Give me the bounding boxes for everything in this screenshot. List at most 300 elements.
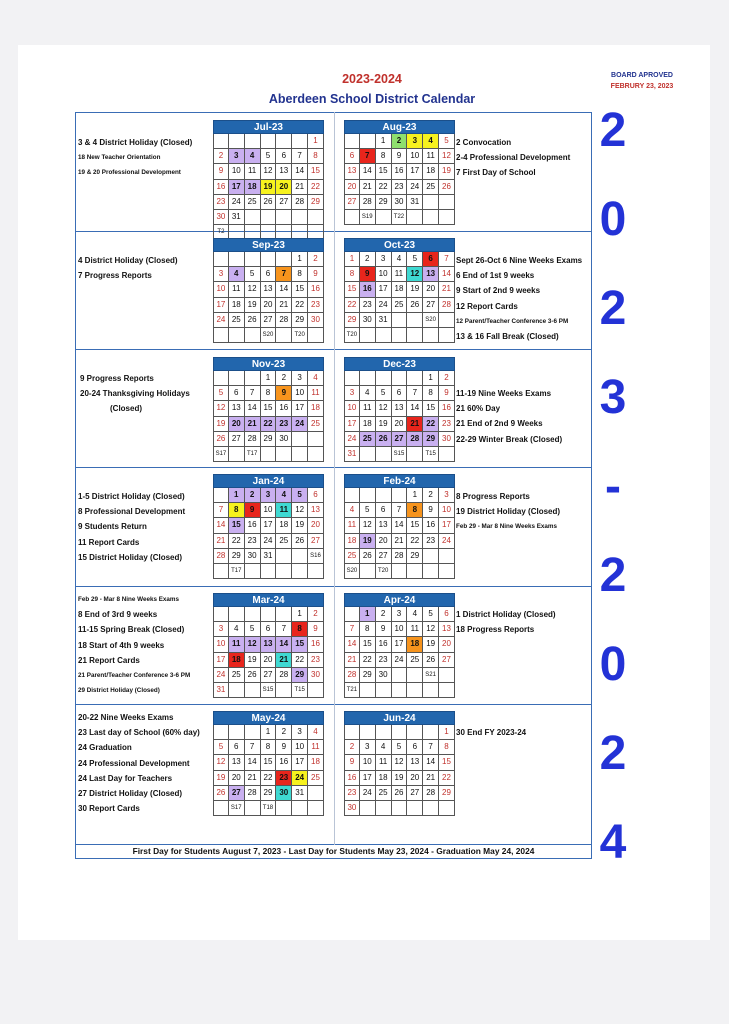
day-cell: 25 (229, 313, 245, 328)
day-cell: 12 (407, 267, 423, 282)
day-cell: 1 (407, 488, 423, 503)
day-cell: 19 (245, 653, 261, 668)
day-cell: 25 (360, 432, 376, 447)
day-cell: 2 (360, 252, 376, 267)
empty-cell (261, 564, 277, 579)
empty-cell (245, 328, 261, 343)
empty-cell (276, 134, 292, 149)
day-cell: 20 (229, 417, 245, 432)
empty-cell (229, 252, 245, 267)
empty-cell (276, 564, 292, 579)
day-cell: 12 (213, 401, 229, 416)
day-cell: 2 (245, 488, 261, 503)
empty-cell (439, 683, 455, 698)
month-calendar (213, 357, 324, 462)
day-cell: 6 (392, 386, 408, 401)
day-cell: 14 (276, 282, 292, 297)
day-cell: 18 (229, 653, 245, 668)
day-cell: 7 (344, 622, 360, 637)
month-grid (344, 607, 455, 698)
day-cell: 18 (344, 534, 360, 549)
day-cell: 1 (261, 371, 277, 386)
event-note: 21 Parent/Teacher Conference 3-6 PM (78, 672, 191, 679)
count-cell: S20 (261, 328, 277, 343)
day-cell: 23 (276, 771, 292, 786)
day-cell: 17 (376, 282, 392, 297)
empty-cell (407, 447, 423, 462)
empty-cell (407, 725, 423, 740)
month-calendar (344, 593, 455, 698)
month-header: May-24 (213, 711, 324, 725)
day-cell: 27 (407, 786, 423, 801)
day-cell: 23 (245, 534, 261, 549)
day-cell: 29 (292, 313, 308, 328)
day-cell: 25 (376, 786, 392, 801)
month-grid (213, 134, 324, 240)
event-note: 12 Report Cards (456, 301, 518, 311)
day-cell: 6 (423, 252, 439, 267)
day-cell: 1 (292, 252, 308, 267)
day-cell: 28 (245, 432, 261, 447)
day-cell: 23 (213, 195, 229, 210)
day-cell: 18 (407, 637, 423, 652)
day-cell: 14 (392, 518, 408, 533)
event-note: 20-22 Nine Weeks Exams (78, 713, 174, 722)
day-cell: 17 (439, 518, 455, 533)
day-cell: 29 (439, 786, 455, 801)
day-cell: 20 (407, 771, 423, 786)
day-cell: 12 (292, 503, 308, 518)
day-cell: 18 (229, 298, 245, 313)
empty-cell (360, 801, 376, 816)
day-cell: 4 (308, 725, 324, 740)
day-cell: 6 (376, 503, 392, 518)
day-cell: 16 (439, 401, 455, 416)
count-cell: S20 (344, 564, 360, 579)
day-cell: 27 (261, 313, 277, 328)
empty-cell (245, 725, 261, 740)
day-cell: 23 (360, 298, 376, 313)
day-cell: 8 (423, 386, 439, 401)
day-cell: 16 (276, 755, 292, 770)
day-cell: 29 (261, 432, 277, 447)
day-cell: 31 (213, 683, 229, 698)
day-cell: 24 (213, 313, 229, 328)
day-cell: 7 (276, 267, 292, 282)
day-cell: 5 (376, 386, 392, 401)
day-cell: 24 (376, 298, 392, 313)
empty-cell (407, 564, 423, 579)
day-cell: 22 (308, 180, 324, 195)
day-cell: 19 (392, 771, 408, 786)
month-calendar (344, 711, 455, 816)
event-note: 8 End of 3rd 9 weeks (78, 610, 158, 620)
empty-cell (229, 134, 245, 149)
empty-cell (308, 328, 324, 343)
empty-cell (292, 564, 308, 579)
day-cell: 1 (292, 607, 308, 622)
day-cell: 20 (276, 180, 292, 195)
empty-cell (308, 801, 324, 816)
day-cell: 17 (213, 653, 229, 668)
empty-cell (439, 195, 455, 210)
count-cell: S16 (308, 549, 324, 564)
day-cell: 15 (292, 637, 308, 652)
day-cell: 17 (407, 164, 423, 179)
day-cell: 31 (407, 195, 423, 210)
day-cell: 28 (392, 549, 408, 564)
day-cell: 19 (407, 282, 423, 297)
day-cell: 17 (292, 401, 308, 416)
event-note: 18 Start of 4th 9 weeks (78, 640, 165, 650)
day-cell: 11 (308, 386, 324, 401)
day-cell: 8 (376, 149, 392, 164)
empty-cell (392, 683, 408, 698)
month-grid (344, 488, 455, 579)
day-cell: 22 (407, 534, 423, 549)
day-cell: 19 (261, 180, 277, 195)
event-note: 11-19 Nine Weeks Exams (456, 389, 552, 398)
day-cell: 27 (308, 534, 324, 549)
day-cell: 2 (376, 607, 392, 622)
day-cell: 25 (423, 180, 439, 195)
day-cell: 26 (360, 549, 376, 564)
day-cell: 8 (292, 622, 308, 637)
day-cell: 11 (344, 518, 360, 533)
day-cell: 20 (439, 637, 455, 652)
day-cell: 9 (276, 740, 292, 755)
empty-cell (392, 488, 408, 503)
event-note: 7 First Day of School (456, 168, 536, 178)
day-cell: 9 (376, 622, 392, 637)
event-note: 24 Last Day for Teachers (78, 773, 173, 783)
empty-cell (261, 447, 277, 462)
month-header: Dec-23 (344, 357, 455, 371)
column-divider (334, 112, 335, 845)
day-cell: 10 (376, 267, 392, 282)
count-cell: T18 (261, 801, 277, 816)
empty-cell (261, 252, 277, 267)
day-cell: 23 (308, 653, 324, 668)
count-cell: T17 (229, 564, 245, 579)
count-cell: T20 (292, 328, 308, 343)
month-calendar (344, 357, 455, 462)
day-cell: 5 (261, 149, 277, 164)
day-cell: 6 (308, 488, 324, 503)
event-note: 18 Progress Reports (456, 625, 535, 635)
year-glyph: 0 (599, 638, 627, 691)
year-glyph: 4 (599, 816, 627, 869)
day-cell: 4 (360, 386, 376, 401)
day-cell: 10 (292, 386, 308, 401)
day-cell: 20 (261, 298, 277, 313)
event-note: 18 New Teacher Orientation (78, 154, 161, 162)
day-cell: 28 (276, 313, 292, 328)
empty-cell (229, 725, 245, 740)
empty-cell (360, 447, 376, 462)
day-cell: 21 (360, 180, 376, 195)
day-cell: 29 (376, 195, 392, 210)
event-note: 11-15 Spring Break (Closed) (78, 625, 185, 635)
day-cell: 26 (213, 786, 229, 801)
day-cell: 15 (360, 637, 376, 652)
year-glyph: 2 (599, 282, 627, 335)
day-cell: 28 (245, 786, 261, 801)
day-cell: 8 (229, 503, 245, 518)
day-cell: 7 (407, 386, 423, 401)
day-cell: 30 (439, 432, 455, 447)
day-cell: 30 (308, 668, 324, 683)
count-cell: T21 (344, 683, 360, 698)
day-cell: 22 (261, 771, 277, 786)
day-cell: 30 (213, 210, 229, 225)
day-cell: 20 (423, 282, 439, 297)
day-cell: 20 (392, 417, 408, 432)
event-note: Feb 29 - Mar 8 Nine Weeks Exams (78, 596, 180, 603)
empty-cell (245, 134, 261, 149)
day-cell: 24 (261, 534, 277, 549)
event-note: 23 Last day of School (60% day) (78, 728, 200, 738)
event-note: 12 Parent/Teacher Conference 3-6 PM (456, 317, 569, 325)
day-cell: 11 (423, 149, 439, 164)
day-cell: 13 (439, 622, 455, 637)
empty-cell (276, 210, 292, 225)
month-header: Oct-23 (344, 238, 455, 252)
empty-cell (245, 801, 261, 816)
day-cell: 7 (360, 149, 376, 164)
empty-cell (376, 488, 392, 503)
event-note: 15 District Holiday (Closed) (78, 552, 183, 562)
empty-cell (407, 668, 423, 683)
event-note: 21 Report Cards (78, 655, 140, 665)
day-cell: 13 (261, 637, 277, 652)
day-cell: 22 (360, 653, 376, 668)
empty-cell (308, 786, 324, 801)
day-cell: 15 (439, 755, 455, 770)
day-cell: 9 (276, 386, 292, 401)
day-cell: 16 (308, 637, 324, 652)
day-cell: 14 (360, 164, 376, 179)
day-cell: 26 (245, 313, 261, 328)
empty-cell (376, 328, 392, 343)
count-cell: S21 (423, 668, 439, 683)
day-cell: 9 (308, 622, 324, 637)
empty-cell (292, 801, 308, 816)
day-cell: 29 (261, 786, 277, 801)
day-cell: 3 (439, 488, 455, 503)
event-note: (Closed) (110, 404, 142, 414)
empty-cell (376, 371, 392, 386)
month-calendar (344, 238, 455, 343)
day-cell: 29 (407, 549, 423, 564)
page-title: Aberdeen School District Calendar (268, 92, 476, 106)
day-cell: 21 (245, 771, 261, 786)
day-cell: 11 (376, 755, 392, 770)
day-cell: 18 (392, 282, 408, 297)
day-cell: 11 (229, 637, 245, 652)
day-cell: 30 (245, 549, 261, 564)
count-cell: T15 (423, 447, 439, 462)
event-note: 9 Start of 2nd 9 weeks (456, 286, 541, 296)
day-cell: 1 (261, 725, 277, 740)
day-cell: 29 (360, 668, 376, 683)
empty-cell (439, 801, 455, 816)
day-cell: 3 (344, 386, 360, 401)
day-cell: 17 (392, 637, 408, 652)
empty-cell (423, 725, 439, 740)
day-cell: 9 (423, 503, 439, 518)
day-cell: 10 (292, 740, 308, 755)
day-cell: 7 (292, 149, 308, 164)
month-header: Feb-24 (344, 474, 455, 488)
day-cell: 12 (423, 622, 439, 637)
empty-cell (245, 683, 261, 698)
event-note: 8 Professional Development (78, 507, 186, 517)
empty-cell (360, 488, 376, 503)
empty-cell (439, 668, 455, 683)
day-cell: 6 (261, 622, 277, 637)
day-cell: 22 (292, 298, 308, 313)
empty-cell (439, 549, 455, 564)
day-cell: 21 (245, 417, 261, 432)
day-cell: 7 (423, 740, 439, 755)
day-cell: 30 (276, 432, 292, 447)
day-cell: 6 (407, 740, 423, 755)
day-cell: 11 (229, 282, 245, 297)
day-cell: 12 (360, 518, 376, 533)
day-cell: 18 (423, 164, 439, 179)
day-cell: 19 (213, 417, 229, 432)
day-cell: 10 (360, 755, 376, 770)
empty-cell (360, 328, 376, 343)
day-cell: 3 (292, 725, 308, 740)
event-note: 2-4 Professional Development (456, 153, 571, 163)
day-cell: 11 (276, 503, 292, 518)
empty-cell (407, 210, 423, 225)
day-cell: 11 (407, 622, 423, 637)
month-header: Jul-23 (213, 120, 324, 134)
day-cell: 14 (439, 267, 455, 282)
day-cell: 6 (261, 267, 277, 282)
day-cell: 12 (439, 149, 455, 164)
day-cell: 8 (344, 267, 360, 282)
count-cell: S19 (360, 210, 376, 225)
day-cell: 13 (261, 282, 277, 297)
day-cell: 20 (344, 180, 360, 195)
day-cell: 6 (344, 149, 360, 164)
empty-cell (376, 683, 392, 698)
approval-line-1: BOARD APROVED (611, 72, 673, 79)
day-cell: 8 (360, 622, 376, 637)
empty-cell (344, 488, 360, 503)
day-cell: 28 (276, 668, 292, 683)
day-cell: 29 (344, 313, 360, 328)
day-cell: 10 (439, 503, 455, 518)
month-header: Apr-24 (344, 593, 455, 607)
day-cell: 21 (423, 771, 439, 786)
empty-cell (407, 371, 423, 386)
empty-cell (213, 725, 229, 740)
day-cell: 19 (360, 534, 376, 549)
day-cell: 29 (423, 432, 439, 447)
empty-cell (407, 313, 423, 328)
day-cell: 5 (292, 488, 308, 503)
empty-cell (292, 134, 308, 149)
day-cell: 1 (423, 371, 439, 386)
day-cell: 4 (229, 267, 245, 282)
day-cell: 14 (276, 637, 292, 652)
empty-cell (376, 725, 392, 740)
day-cell: 7 (213, 503, 229, 518)
event-note: 20-24 Thanksgiving Holidays (80, 389, 190, 399)
empty-cell (360, 371, 376, 386)
day-cell: 27 (229, 786, 245, 801)
day-cell: 2 (392, 134, 408, 149)
day-cell: 17 (229, 180, 245, 195)
empty-cell (276, 447, 292, 462)
empty-cell (229, 447, 245, 462)
day-cell: 10 (229, 164, 245, 179)
month-grid (213, 725, 324, 816)
day-cell: 10 (213, 637, 229, 652)
day-cell: 23 (276, 417, 292, 432)
day-cell: 18 (360, 417, 376, 432)
empty-cell (423, 328, 439, 343)
day-cell: 25 (229, 668, 245, 683)
empty-cell (276, 801, 292, 816)
day-cell: 18 (376, 771, 392, 786)
day-cell: 15 (407, 518, 423, 533)
day-cell: 8 (261, 740, 277, 755)
day-cell: 27 (229, 432, 245, 447)
event-note: 19 & 20 Professional Development (78, 169, 181, 177)
empty-cell (423, 801, 439, 816)
day-cell: 28 (292, 195, 308, 210)
day-cell: 23 (423, 534, 439, 549)
day-cell: 25 (308, 417, 324, 432)
day-cell: 25 (407, 653, 423, 668)
day-cell: 31 (261, 549, 277, 564)
empty-cell (213, 252, 229, 267)
day-cell: 9 (245, 503, 261, 518)
empty-cell (392, 328, 408, 343)
day-cell: 19 (376, 417, 392, 432)
day-cell: 9 (308, 267, 324, 282)
day-cell: 5 (245, 622, 261, 637)
day-cell: 19 (439, 164, 455, 179)
event-note: 21 End of 2nd 9 Weeks (456, 419, 543, 429)
day-cell: 24 (392, 653, 408, 668)
event-note: Sept 26-Oct 6 Nine Weeks Exams (456, 256, 583, 265)
day-cell: 3 (392, 607, 408, 622)
day-cell: 22 (229, 534, 245, 549)
empty-cell (276, 252, 292, 267)
day-cell: 30 (276, 786, 292, 801)
event-note: 19 District Holiday (Closed) (456, 507, 561, 517)
day-cell: 22 (423, 417, 439, 432)
month-header: Nov-23 (213, 357, 324, 371)
day-cell: 19 (423, 637, 439, 652)
day-cell: 2 (308, 607, 324, 622)
empty-cell (261, 607, 277, 622)
day-cell: 24 (292, 417, 308, 432)
empty-cell (439, 564, 455, 579)
day-cell: 13 (276, 164, 292, 179)
day-cell: 7 (245, 386, 261, 401)
day-cell: 20 (229, 771, 245, 786)
empty-cell (344, 725, 360, 740)
empty-cell (392, 564, 408, 579)
